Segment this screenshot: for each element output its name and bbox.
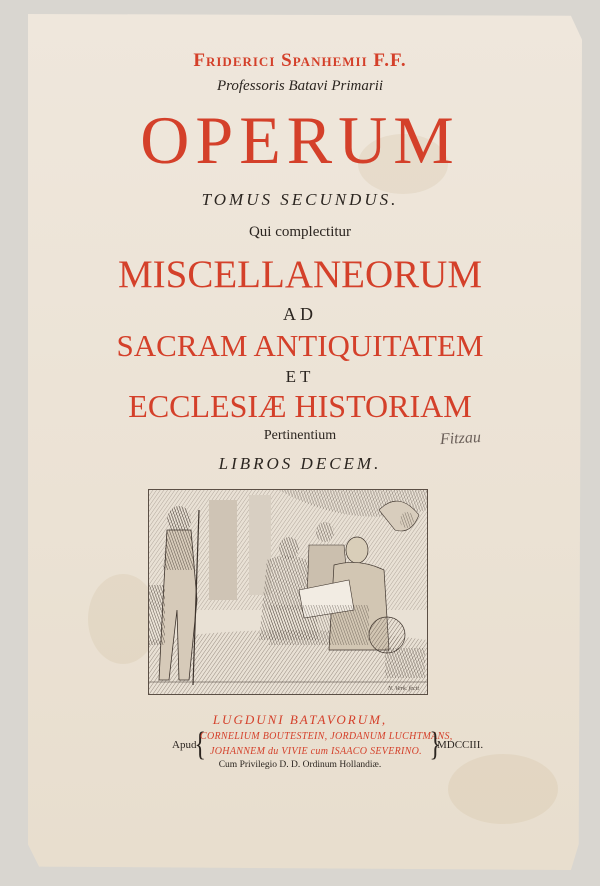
author-title: Professoris Batavi Primarii <box>216 78 384 94</box>
qui-line: Qui complectitur <box>248 224 352 240</box>
et-line: ET <box>285 367 315 386</box>
publishers-line-1: CORNELIUM BOUTESTEIN, JORDANUM LUCHTMANS, <box>200 731 453 742</box>
misc-title: MISCELLANEORUM <box>117 253 482 296</box>
left-brace: { <box>194 726 206 763</box>
engraver-signature: N. Verk. fecit <box>388 686 419 692</box>
handwritten-signature: Fitzau <box>439 428 482 449</box>
main-title: OPERUM <box>140 102 460 178</box>
engraving-plate <box>148 489 428 695</box>
imprint-place: LUGDUNI BATAVORUM, <box>212 712 388 727</box>
sacram-title: SACRAM ANTIQUITATEM <box>116 328 484 363</box>
engraving-illustration <box>149 490 427 694</box>
author-name: Friderici Spanhemii F.F. <box>193 50 407 71</box>
imprint-apud: Apud <box>172 739 197 751</box>
ad-line: AD <box>283 304 317 324</box>
ecclesiae-title: ECCLESIÆ HISTORIAM <box>128 388 472 424</box>
publishers-line-2: JOHANNEM du VIVIE cum ISAACO SEVERINO. <box>210 746 422 757</box>
libros-line: LIBROS DECEM. <box>218 454 382 473</box>
pertinentium-line: Pertinentium <box>263 428 337 443</box>
privilege-line: Cum Privilegio D. D. Ordinum Hollandiæ. <box>218 760 382 770</box>
volume-line: TOMUS SECUNDUS. <box>201 190 399 209</box>
imprint-year: MDCCIII. <box>437 739 484 751</box>
right-brace: } <box>429 726 441 763</box>
